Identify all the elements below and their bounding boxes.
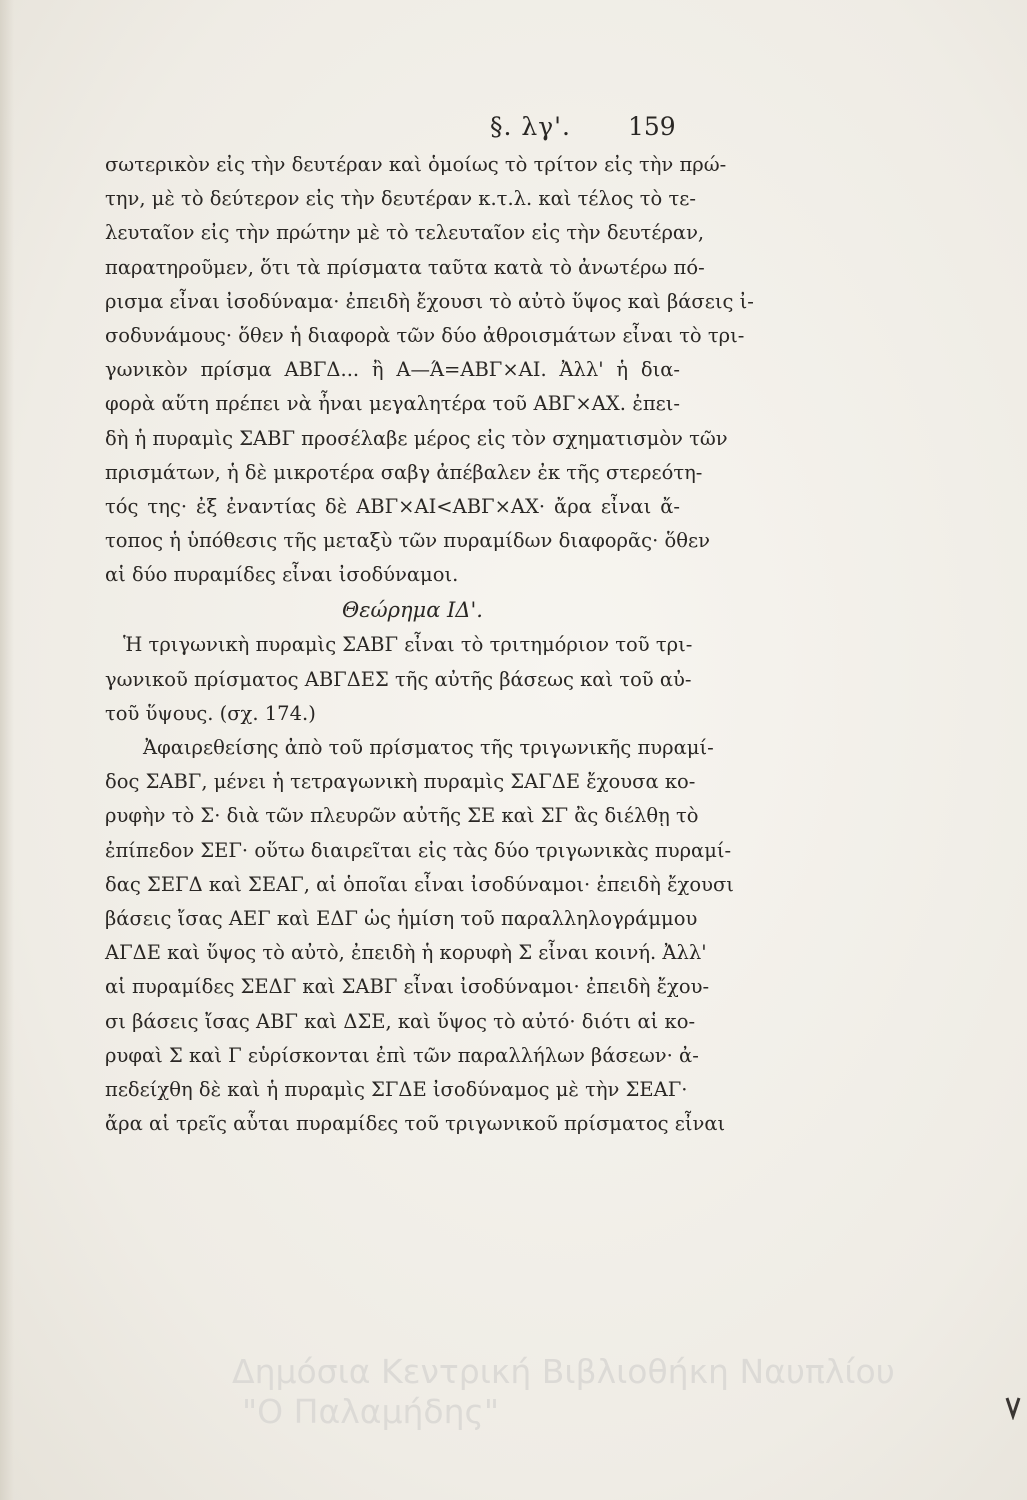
theorem-statement (105, 628, 693, 731)
text-line: ρυφὴν τὸ Σ· διὰ τῶν πλευρῶν αὐτῆς ΣΕ καὶ ΣΓ ἂς διέλθῃ τὸ (105, 804, 699, 828)
text-line: γωνικοῦ πρίσματος ΑΒΓΔΕΣ τῆς αὐτῆς βάσεως καὶ τοῦ αὐ- (105, 667, 692, 691)
text-line: λευταῖον εἰς τὴν πρώτην μὲ τὸ τελευταῖον εἰς τὴν δευτέραν, (105, 221, 705, 245)
text-line: δας ΣΕΓΔ καὶ ΣΕΑΓ, αἱ ὁποῖαι εἶναι ἰσοδύναμοι· ἐπειδὴ ἔχουσι (105, 872, 734, 896)
text-line: δος ΣΑΒΓ, μένει ἡ τετραγωνικὴ πυραμὶς ΣΑΓΔΕ ἔχουσα κο- (105, 770, 696, 794)
corner-arrow-icon (1004, 1396, 1022, 1420)
text-line: αἱ πυραμίδες ΣΕΔΓ καὶ ΣΑΒΓ εἶναι ἰσοδύναμοι· ἐπειδὴ ἔχου- (105, 975, 710, 999)
text-line: παρατηροῦμεν, ὅτι τὰ πρίσματα ταῦτα κατὰ τὸ ἀνωτέρω πό- (105, 255, 705, 279)
body-text (105, 148, 754, 1141)
text-line: ΑΓΔΕ καὶ ὕψος τὸ αὐτὸ, ἐπειδὴ ἡ κορυφὴ Σ εἶναι κοινή. Ἀλλ' (105, 941, 707, 965)
text-line: αἱ δύο πυραμίδες εἶναι ἰσοδύναμοι. (105, 563, 459, 587)
text-line: τός της· ἐξ ἐναντίας δὲ ΑΒΓ×ΑΙ<ΑΒΓ×ΑΧ· ἄρα εἶναι ἄ- (105, 494, 680, 518)
text-line: δὴ ἡ πυραμὶς ΣΑΒΓ προσέλαβε μέρος εἰς τὸν σχηματισμὸν τῶν (105, 426, 728, 450)
text-line: τοῦ ὕψους. (σχ. 174.) (105, 701, 316, 725)
text-line: σι βάσεις ἴσας ΑΒΓ καὶ ΔΣΕ, καὶ ὕψος τὸ αὐτό· διότι αἱ κο- (105, 1009, 696, 1033)
text-line: φορὰ αὕτη πρέπει νὰ ἦναι μεγαλητέρα τοῦ ΑΒΓ×ΑΧ. ἐπει- (105, 392, 680, 416)
section-mark: §. λγ'. (490, 112, 571, 141)
text-line: βάσεις ἴσας ΑΕΓ καὶ ΕΔΓ ὡς ἡμίση τοῦ παραλληλογράμμου (105, 906, 698, 930)
text-line: πεδείχθη δὲ καὶ ἡ πυραμὶς ΣΓΔΕ ἰσοδύναμος μὲ τὴν ΣΕΑΓ· (105, 1077, 688, 1101)
watermark-line-1: Δημόσια Κεντρική Βιβλιοθήκη Ναυπλίου (232, 1352, 895, 1391)
page-number: 159 (628, 112, 676, 141)
text-line: σωτερικὸν εἰς τὴν δευτέραν καὶ ὁμοίως τὸ τρίτον εἰς τὴν πρώ- (105, 153, 727, 176)
page-header (0, 112, 1027, 148)
text-line: ἐπίπεδον ΣΕΓ· οὕτω διαιρεῖται εἰς τὰς δύο τριγωνικὰς πυραμί- (105, 838, 732, 862)
text-line: την, μὲ τὸ δεύτερον εἰς τὴν δευτέραν κ.τ.λ. καὶ τέλος τὸ τε- (105, 187, 696, 211)
text-line: σοδυνάμους· ὅθεν ἡ διαφορὰ τῶν δύο ἀθροισμάτων εἶναι τὸ τρι- (105, 323, 745, 347)
text-line: ρυφαὶ Σ καὶ Γ εὑρίσκονται ἐπὶ τῶν παραλλήλων βάσεων· ἀ- (105, 1043, 699, 1067)
theorem-heading: Θεώρημα ΙΔ'. (342, 598, 483, 623)
proof-paragraph (105, 731, 734, 1141)
text-line: ἄρα αἱ τρεῖς αὗται πυραμίδες τοῦ τριγωνικοῦ πρίσματος εἶναι (105, 1112, 726, 1136)
text-line: γωνικὸν πρίσμα ΑΒΓΔ... ἢ Α—Ά=ΑΒΓ×ΑΙ. Ἀλλ' ἡ δια- (105, 358, 680, 382)
binding-shadow (0, 0, 14, 1500)
text-line: Ἀφαιρεθείσης ἀπὸ τοῦ πρίσματος τῆς τριγωνικῆς πυραμί- (143, 736, 714, 759)
watermark-line-2: "Ο Παλαμήδης" (242, 1392, 500, 1431)
paragraph-continuation (105, 148, 754, 592)
text-line: πρισμάτων, ἡ δὲ μικροτέρα σαβγ ἀπέβαλεν ἐκ τῆς στερεότη- (105, 460, 703, 484)
text-line: ρισμα εἶναι ἰσοδύναμα· ἐπειδὴ ἔχουσι τὸ αὐτὸ ὕψος καὶ βάσεις ἰ- (105, 289, 754, 313)
text-line: Ἡ τριγωνικὴ πυραμὶς ΣΑΒΓ εἶναι τὸ τριτημόριον τοῦ τρι- (123, 633, 693, 657)
library-watermark (232, 1352, 992, 1432)
text-line: τοπος ἡ ὑπόθεσις τῆς μεταξὺ τῶν πυραμίδων διαφορᾶς· ὅθεν (105, 529, 710, 553)
